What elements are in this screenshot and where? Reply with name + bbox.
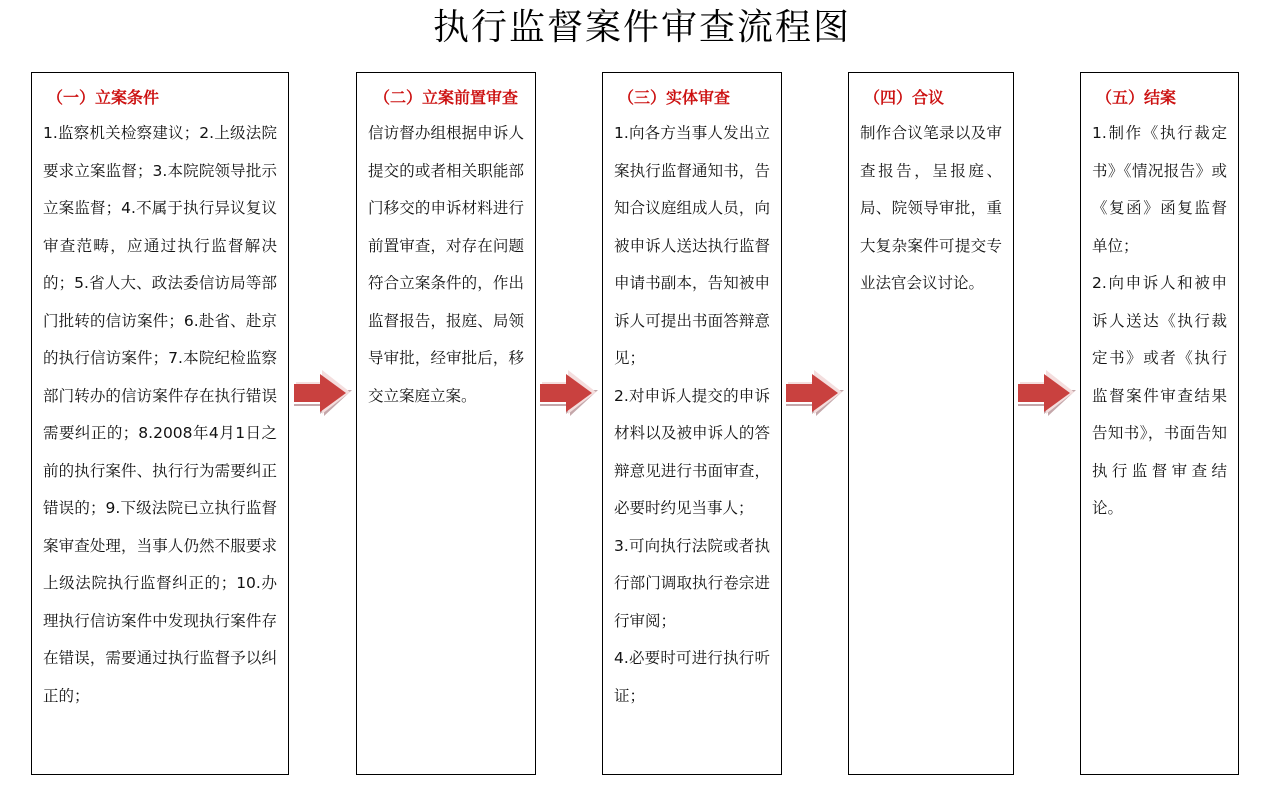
step-paragraph: 制作合议笔录以及审查报告，呈报庭、局、院领导审批，重大复杂案件可提交专业法官会议讨论。 xyxy=(860,124,1002,292)
step-box-case-closure xyxy=(1080,72,1239,775)
diagram-title: 执行监督案件审查流程图 xyxy=(432,7,851,48)
step-paragraph: 信访督办组根据申诉人提交的或者相关职能部门移交的申诉材料进行前置审查，对存在问题符合立案条件的，作出监督报告，报庭、局领导审批，经审批后，移交立案庭立案。 xyxy=(368,124,524,405)
step-paragraph: 2.向申诉人和被申诉人送达《执行裁定书》或者《执行监督案件审查结果告知书》，书面告知执行监督审查结论。 xyxy=(1092,274,1227,517)
step-body xyxy=(860,115,1002,303)
step-paragraph: 1.监察机关检察建议；2.上级法院要求立案监督；3.本院院领导批示立案监督；4.不属于执行异议复议审查范畴，应通过执行监督解决的；5.省人大、政法委信访局等部门批转的信访案件；6.赴省、赴京的执行信访案件；7.本院纪检监察部门转办的信访案件存在执行错误需要纠正的；8.2008年4月1日之前的执行案件、执行行为需要纠正错误的；9.下级法院已立执行监督案审查处理，当事人仍然不服要求上级法院执行监督纠正的；10.办理执行信访案件中发现执行案件存在错误，需要通过执行监督予以纠正的； xyxy=(43,124,277,705)
step-body xyxy=(614,115,770,715)
arrow-right-icon xyxy=(1014,362,1080,428)
step-box-pre-filing-review xyxy=(356,72,536,775)
step-box-filing-conditions xyxy=(31,72,289,775)
arrow-right-icon xyxy=(782,362,848,428)
step-box-substantive-review xyxy=(602,72,782,775)
step-heading: （四）合议 xyxy=(864,88,945,107)
arrow-right-icon xyxy=(290,362,356,428)
step-heading: （三）实体审查 xyxy=(618,88,731,107)
step-body xyxy=(43,115,277,715)
step-body xyxy=(1092,115,1227,528)
step-body xyxy=(368,115,524,415)
step-box-collegial-deliberation xyxy=(848,72,1014,775)
step-heading: （五）结案 xyxy=(1096,88,1177,107)
step-heading: （二）立案前置审查 xyxy=(374,88,519,107)
step-heading: （一）立案条件 xyxy=(47,88,160,107)
arrow-right-icon xyxy=(536,362,602,428)
step-paragraph: 3.可向执行法院或者执行部门调取执行卷宗进行审阅； xyxy=(614,536,770,630)
step-paragraph: 2.对申诉人提交的申诉材料以及被申诉人的答辩意见进行书面审查，必要时约见当事人； xyxy=(614,386,770,517)
step-paragraph: 4.必要时可进行执行听证； xyxy=(614,649,770,705)
step-paragraph: 1.向各方当事人发出立案执行监督通知书，告知合议庭组成人员，向被申诉人送达执行监督申请书副本，告知被申诉人可提出书面答辩意见； xyxy=(614,124,770,367)
step-paragraph: 1.制作《执行裁定书》《情况报告》或《复函》函复监督单位； xyxy=(1092,124,1227,255)
